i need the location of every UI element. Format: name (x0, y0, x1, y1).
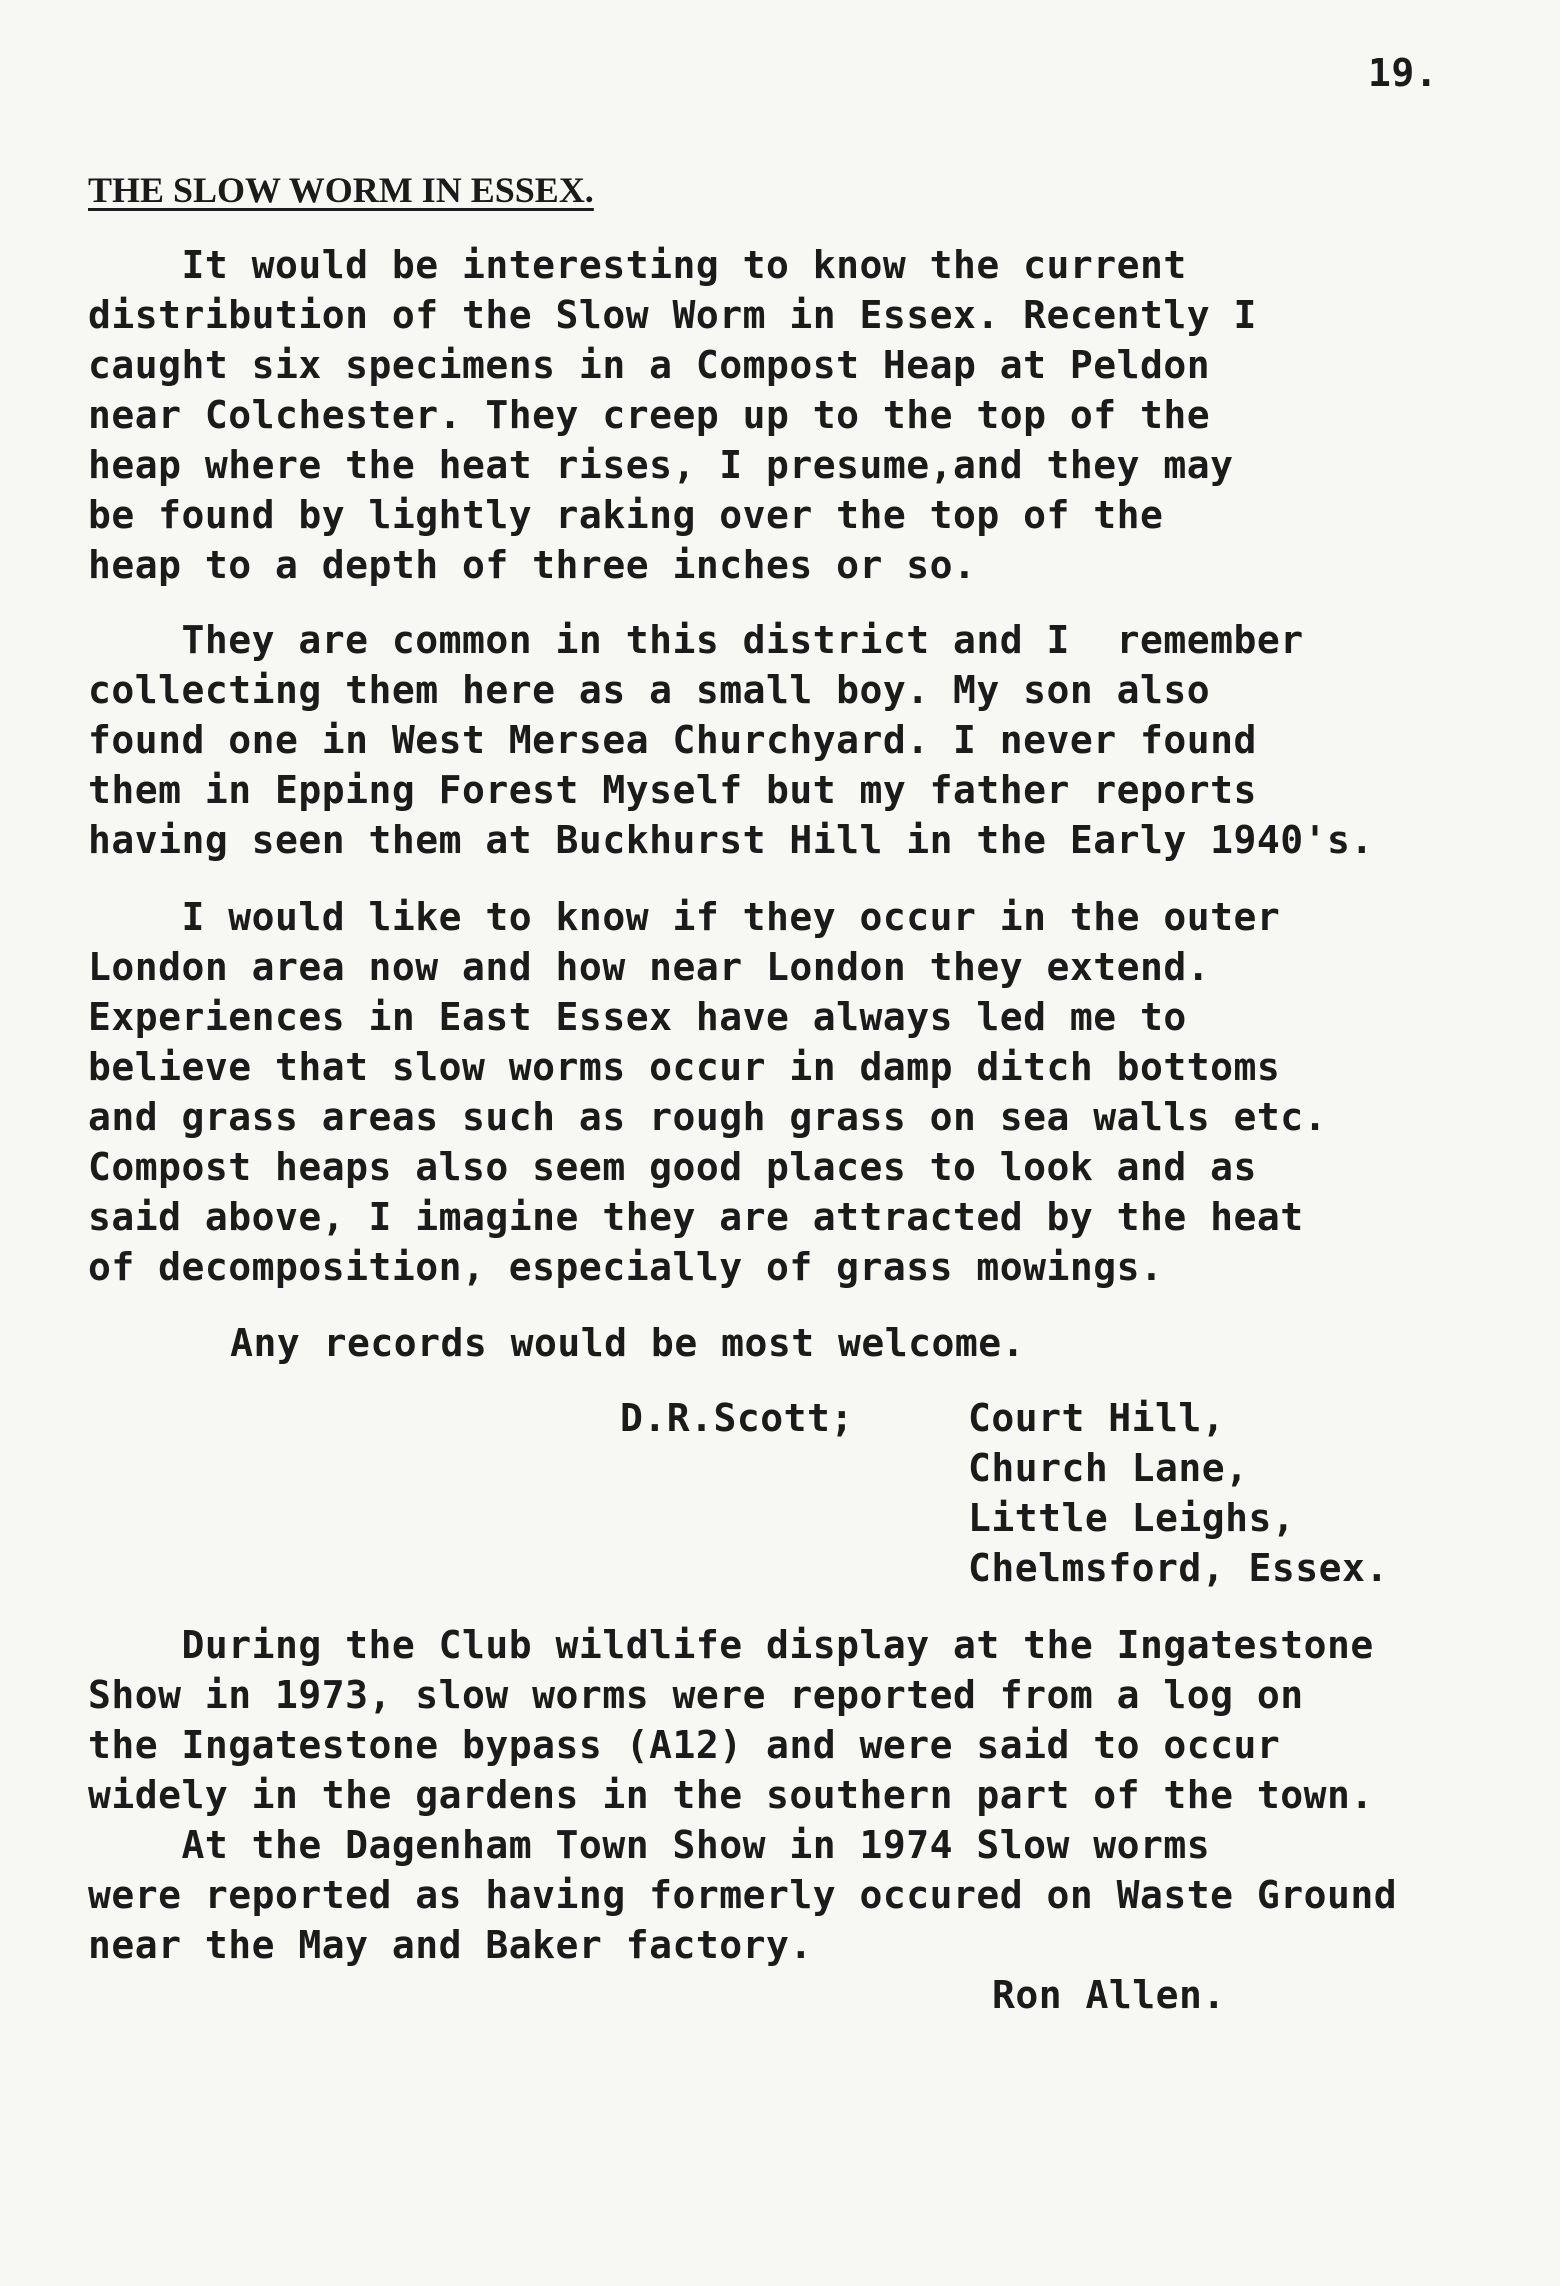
article-title: THE SLOW WORM IN ESSEX. (88, 170, 594, 210)
paragraph-3-line-3: Experiences in East Essex have always led me to (88, 995, 1187, 1039)
paragraph-2-line-5: having seen them at Buckhurst Hill in the Early 1940's. (88, 818, 1374, 862)
paragraph-1-line-3: caught six specimens in a Compost Heap at Peldon (88, 343, 1211, 387)
author-name: D.R.Scott; (620, 1396, 854, 1440)
paragraph-2-line-1: They are common in this district and I remember (88, 618, 1304, 662)
paragraph-2-line-4: them in Epping Forest Myself but my father reports (88, 768, 1257, 812)
paragraph-5-line-2: Show in 1973, slow worms were reported from a log on (88, 1673, 1304, 1717)
paragraph-3-line-7: said above, I imagine they are attracted by the heat (88, 1195, 1304, 1239)
paragraph-5-line-6: were reported as having formerly occured on Waste Ground (88, 1873, 1398, 1917)
paragraph-1-line-4: near Colchester. They creep up to the top of the (88, 393, 1211, 437)
page-number: 19. (1368, 51, 1439, 95)
paragraph-1-line-1: It would be interesting to know the current (88, 243, 1187, 287)
paragraph-5-line-5: At the Dagenham Town Show in 1974 Slow worms (88, 1823, 1211, 1867)
paragraph-5-line-4: widely in the gardens in the southern part of the town. (88, 1773, 1374, 1817)
paragraph-2-line-3: found one in West Mersea Churchyard. I never found (88, 718, 1257, 762)
author-signature-2: Ron Allen. (992, 1973, 1226, 2017)
paragraph-3-line-1: I would like to know if they occur in the outer (88, 895, 1281, 939)
paragraph-3-line-5: and grass areas such as rough grass on sea walls etc. (88, 1095, 1328, 1139)
paragraph-1-line-7: heap to a depth of three inches or so. (88, 543, 977, 587)
paragraph-3-line-2: London area now and how near London they extend. (88, 945, 1211, 989)
paragraph-3-line-4: believe that slow worms occur in damp ditch bottoms (88, 1045, 1281, 1089)
address-line-4: Chelmsford, Essex. (968, 1546, 1389, 1590)
paragraph-5-line-7: near the May and Baker factory. (88, 1923, 813, 1967)
paragraph-2-line-2: collecting them here as a small boy. My son also (88, 668, 1211, 712)
paragraph-5-line-1: During the Club wildlife display at the Ingatestone (88, 1623, 1374, 1667)
paragraph-5-line-3: the Ingatestone bypass (A12) and were said to occur (88, 1723, 1281, 1767)
address-line-2: Church Lane, (968, 1446, 1249, 1490)
address-line-1: Court Hill, (968, 1396, 1226, 1440)
paragraph-1-line-2: distribution of the Slow Worm in Essex. Recently I (88, 293, 1257, 337)
address-line-3: Little Leighs, (968, 1496, 1296, 1540)
paragraph-3-line-6: Compost heaps also seem good places to look and as (88, 1145, 1257, 1189)
closing-request: Any records would be most welcome. (160, 1321, 1025, 1365)
paragraph-1-line-5: heap where the heat rises, I presume,and they may (88, 443, 1234, 487)
paragraph-1-line-6: be found by lightly raking over the top of the (88, 493, 1164, 537)
paragraph-3-line-8: of decomposition, especially of grass mowings. (88, 1245, 1164, 1289)
